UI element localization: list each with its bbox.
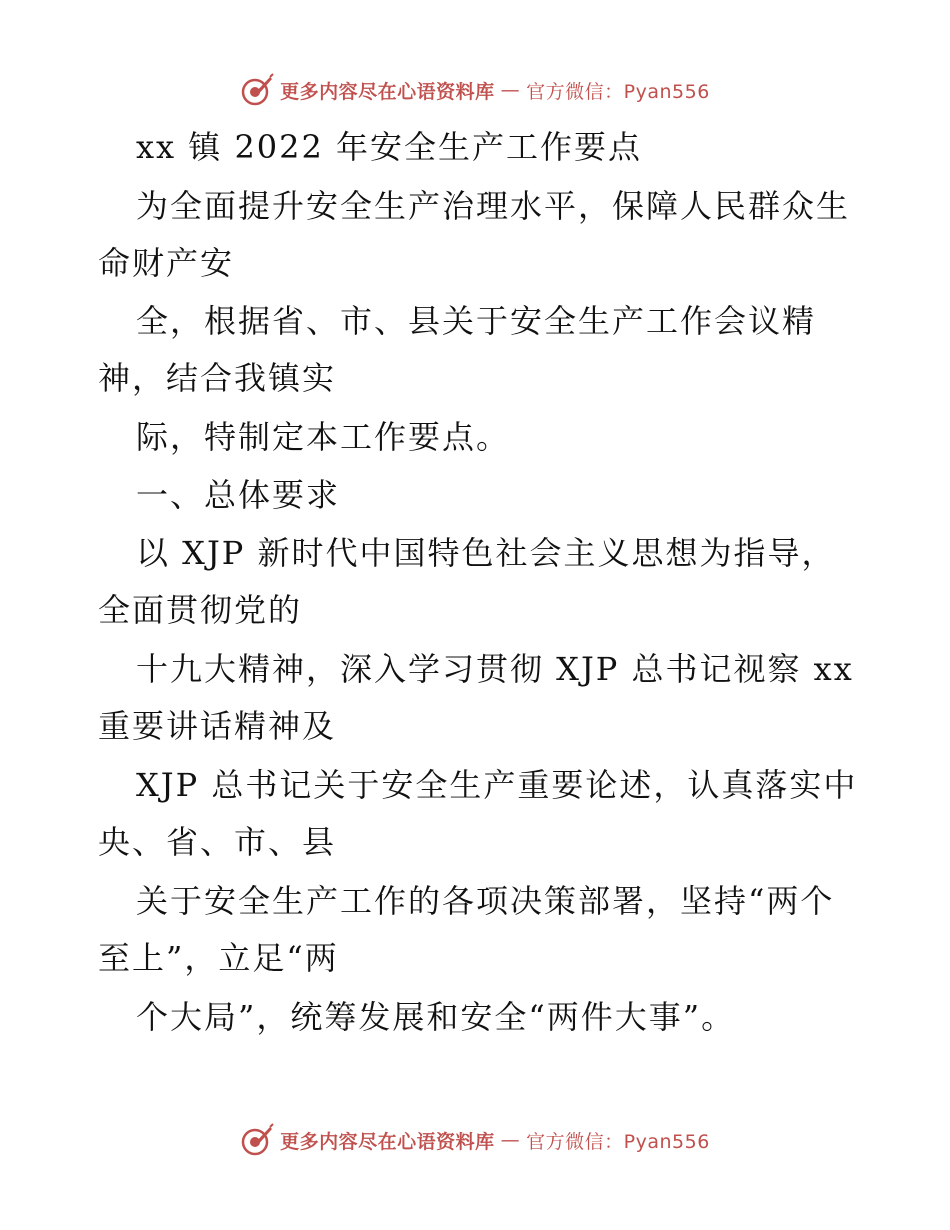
watermark-wechat-text: 官方微信：Pyan556 — [526, 80, 710, 103]
paragraph-line: 关于安全生产工作的各项决策部署，坚持“两个 — [136, 882, 835, 920]
watermark-separator: — — [500, 1129, 521, 1151]
watermark-header — [0, 70, 950, 110]
paragraph-line: 神，结合我镇实 — [98, 359, 337, 397]
watermark-separator: — — [500, 79, 521, 101]
paragraph-line: XJP 总书记关于安全生产重要论述，认真落实中 — [136, 766, 858, 804]
pen-logo-icon — [240, 73, 274, 107]
watermark-main-text: 更多内容尽在心语资料库 — [280, 80, 495, 103]
pen-logo-icon — [240, 1123, 274, 1157]
document-title: xx 镇 2022 年安全生产工作要点 — [136, 128, 643, 166]
paragraph-line: 重要讲话精神及 — [98, 707, 337, 745]
paragraph-line: 全，根据省、市、县关于安全生产工作会议精 — [136, 302, 817, 340]
watermark-main-text: 更多内容尽在心语资料库 — [280, 1130, 495, 1153]
paragraph-line: 以 XJP 新时代中国特色社会主义思想为指导， — [136, 534, 836, 572]
watermark-footer — [0, 1120, 950, 1160]
paragraph-line: 至上”，立足“两 — [98, 939, 339, 977]
paragraph-line: 个大局”，统筹发展和安全“两件大事”。 — [136, 998, 736, 1036]
paragraph-line: 央、省、市、县 — [98, 823, 337, 861]
paragraph-line: 命财产安 — [98, 244, 235, 282]
paragraph-line: 全面贯彻党的 — [98, 591, 303, 629]
section-heading: 一、总体要求 — [136, 476, 341, 514]
paragraph-line: 为全面提升安全生产治理水平，保障人民群众生 — [136, 187, 851, 225]
paragraph-line: 十九大精神，深入学习贯彻 XJP 总书记视察 xx — [136, 650, 854, 688]
watermark-wechat-text: 官方微信：Pyan556 — [526, 1130, 710, 1153]
paragraph-line: 际，特制定本工作要点。 — [136, 418, 511, 456]
